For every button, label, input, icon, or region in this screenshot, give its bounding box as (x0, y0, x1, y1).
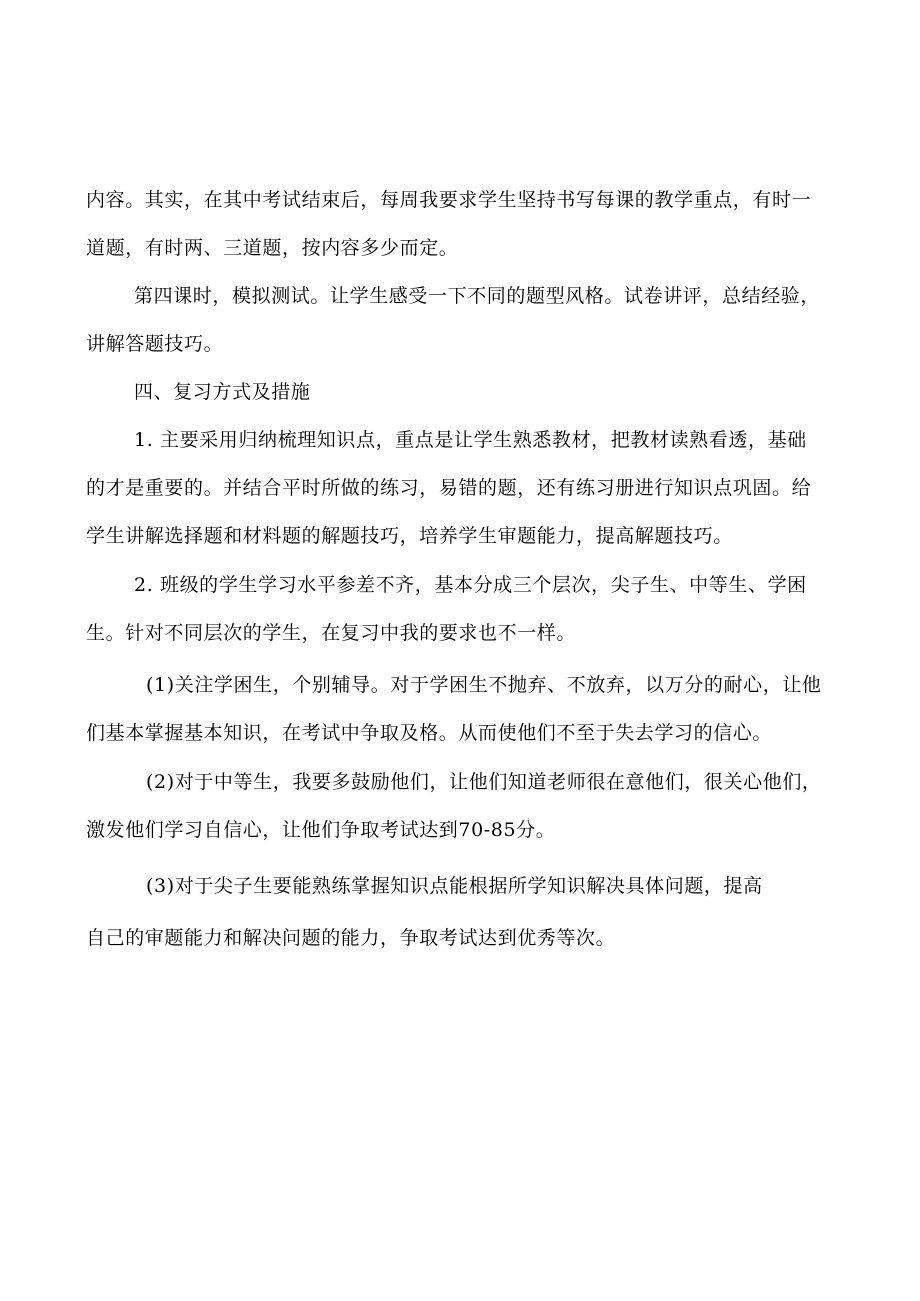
paragraph-line-14: 激发他们学习自信心，让他们争取考试达到70-85分。 (86, 819, 556, 841)
paragraph-line-3: 第四课时，模拟测试。让学生感受一下不同的题型风格。试卷讲评，总结经验， (134, 285, 821, 307)
paragraph-line-11: (1)关注学困生，个别辅导。对于学困生不抛弃、不放弃，以万分的耐心，让他 (146, 674, 822, 696)
section-heading: 四、复习方式及措施 (134, 381, 311, 403)
paragraph-line-9: 2. 班级的学生学习水平参差不齐，基本分成三个层次，尖子生、中等生、学困 (134, 574, 807, 596)
paragraph-line-8: 学生讲解选择题和材料题的解题技巧，培养学生审题能力，提高解题技巧。 (86, 525, 733, 547)
paragraph-line-13: (2)对于中等生，我要多鼓励他们，让他们知道老师很在意他们，很关心他们， (146, 771, 822, 793)
paragraph-line-12: 们基本掌握基本知识，在考试中争取及格。从而使他们不至于失去学习的信心。 (86, 722, 773, 744)
paragraph-line-7: 的才是重要的。并结合平时所做的练习，易错的题，还有练习册进行知识点巩固。给 (86, 477, 812, 499)
paragraph-line-6: 1. 主要采用归纳梳理知识点，重点是让学生熟悉教材，把教材读熟看透，基础 (134, 429, 807, 451)
paragraph-line-10: 生。针对不同层次的学生，在复习中我的要求也不一样。 (86, 622, 577, 644)
paragraph-line-15: (3)对于尖子生要能熟练掌握知识点能根据所学知识解决具体问题，提高 (146, 875, 763, 897)
paragraph-line-2: 道题，有时两、三道题，按内容多少而定。 (86, 237, 459, 259)
paragraph-line-1: 内容。其实，在其中考试结束后，每周我要求学生坚持书写每课的教学重点，有时一 (86, 189, 812, 211)
paragraph-line-16: 自己的审题能力和解决问题的能力，争取考试达到优秀等次。 (86, 927, 616, 949)
paragraph-line-4: 讲解答题技巧。 (86, 333, 224, 355)
